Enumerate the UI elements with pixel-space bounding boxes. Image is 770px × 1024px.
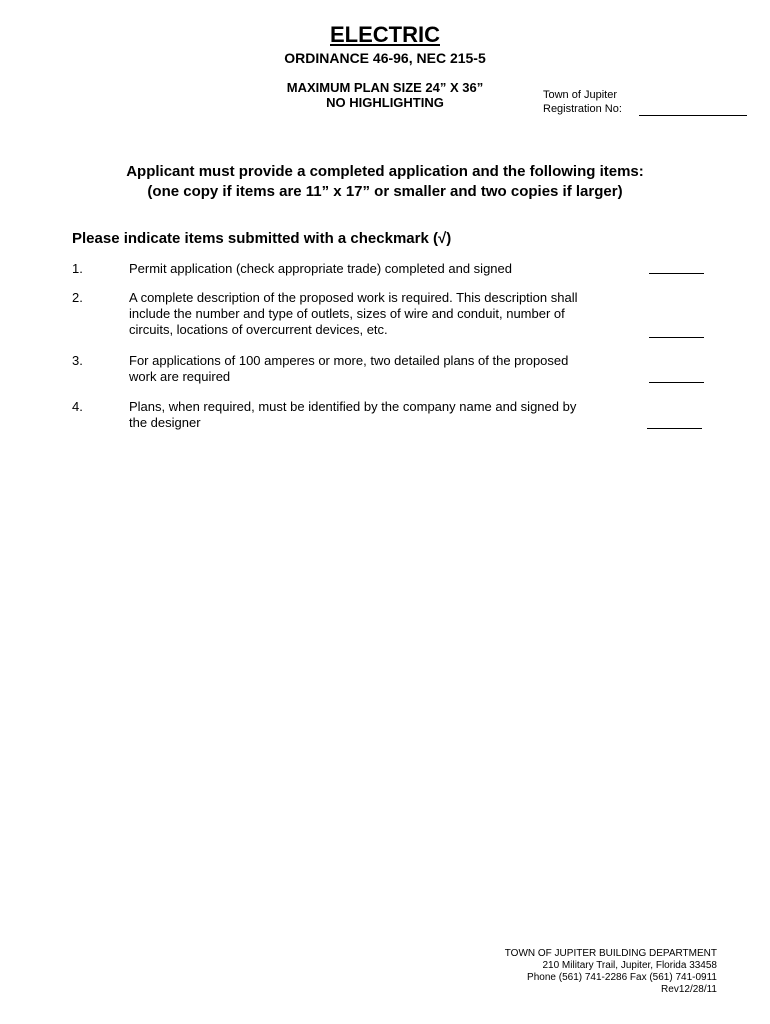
checkmark-blank-3[interactable]	[649, 382, 704, 383]
ordinance-subtitle: ORDINANCE 46-96, NEC 215-5	[284, 50, 486, 66]
department-footer	[505, 948, 717, 996]
title-text: ELECTRIC	[330, 22, 440, 47]
town-registration-block	[543, 88, 622, 116]
revision-date: Rev12/28/11	[661, 984, 717, 995]
page-title	[0, 22, 770, 48]
checkmark-blank-2[interactable]	[649, 337, 704, 338]
department-address: 210 Military Trail, Jupiter, Florida 33458	[542, 960, 717, 971]
checklist-heading: Please indicate items submitted with a checkmark (√)	[72, 230, 452, 247]
plan-size-notice	[250, 80, 520, 110]
item-text: A complete description of the proposed work is required. This description shall include the number and type of outlets, sizes of wire and conduit, number of circuits, locations of overcurrent devices, etc.	[129, 290, 578, 337]
item-text: Plans, when required, must be identified by the company name and signed by the designer	[129, 399, 577, 430]
checkmark-blank-1[interactable]	[649, 273, 704, 274]
item-number: 1.	[72, 261, 83, 276]
applicant-instructions	[0, 162, 770, 202]
instructions-line-2: (one copy if items are 11” x 17” or smaller and two copies if larger)	[147, 183, 623, 200]
registration-label: Registration No:	[543, 103, 622, 115]
item-number: 3.	[72, 353, 83, 368]
item-number: 2.	[72, 290, 83, 305]
item-text: For applications of 100 amperes or more, two detailed plans of the proposed work are required	[129, 353, 569, 384]
department-name: TOWN OF JUPITER BUILDING DEPARTMENT	[504, 948, 717, 959]
registration-number-field[interactable]	[639, 115, 747, 116]
town-label: Town of Jupiter	[543, 89, 617, 101]
item-number: 4.	[72, 399, 83, 414]
plan-size-text: MAXIMUM PLAN SIZE 24” X 36”	[286, 80, 484, 95]
no-highlighting-text: NO HIGHLIGHTING	[326, 95, 444, 110]
checkmark-blank-4[interactable]	[647, 428, 702, 429]
department-phone: Phone (561) 741-2286 Fax (561) 741-0911	[527, 972, 717, 983]
item-text: Permit application (check appropriate trade) completed and signed	[129, 261, 512, 276]
instructions-line-1: Applicant must provide a completed application and the following items:	[126, 163, 644, 180]
